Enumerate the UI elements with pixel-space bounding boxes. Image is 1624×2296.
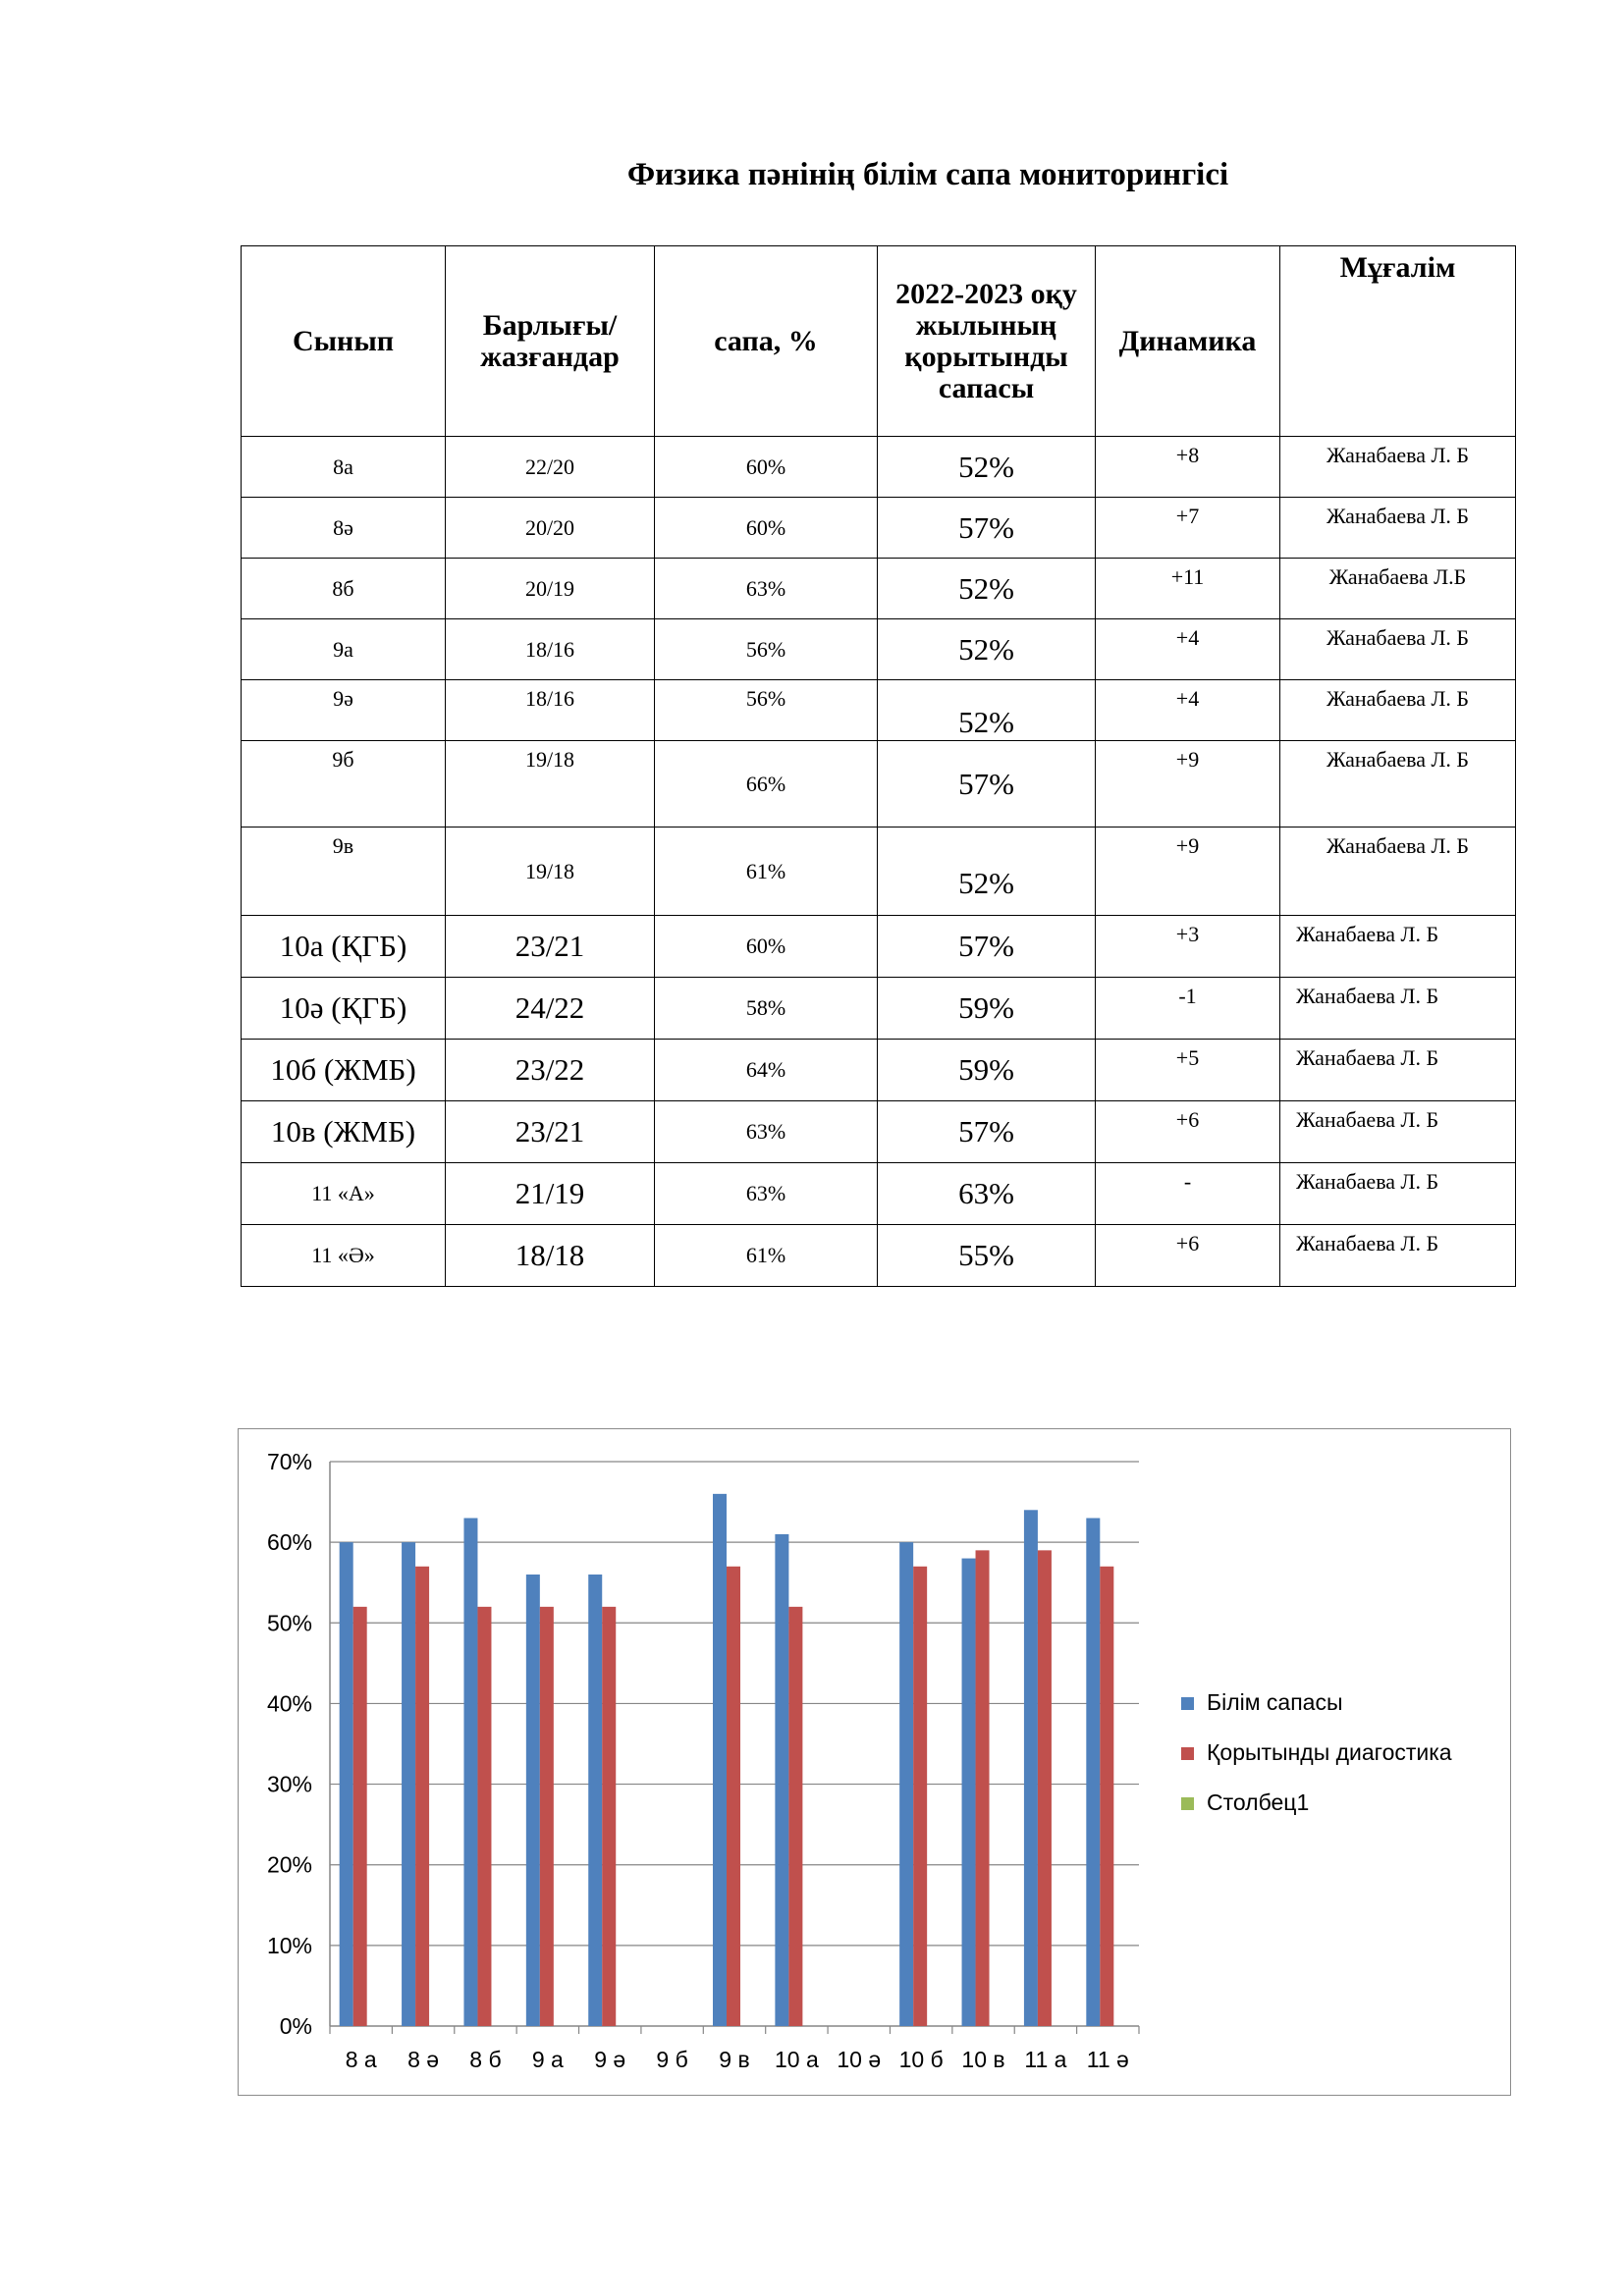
class-cell: 8а — [242, 437, 446, 498]
total-cell: 24/22 — [446, 978, 655, 1040]
prev-quality-cell: 59% — [878, 1040, 1096, 1101]
quality-cell: 63% — [655, 1163, 878, 1225]
header-total: Барлығы/ жазғандар — [446, 246, 655, 437]
total-cell: 19/18 — [446, 828, 655, 916]
total-cell: 23/22 — [446, 1040, 655, 1101]
teacher-cell: Жанабаева Л. Б — [1280, 1163, 1516, 1225]
y-tick-label: 50% — [266, 1610, 312, 1636]
x-tick-label: 8 ә — [407, 2047, 440, 2072]
quality-cell: 61% — [655, 828, 878, 916]
total-cell: 22/20 — [446, 437, 655, 498]
bar-diagnostic — [415, 1567, 429, 2026]
bar-diagnostic — [976, 1550, 990, 2026]
class-cell: 8ә — [242, 498, 446, 559]
x-tick-label: 10 ә — [837, 2047, 882, 2072]
class-cell: 11 «Ә» — [242, 1225, 446, 1287]
bar-quality — [588, 1575, 602, 2026]
legend-swatch — [1181, 1797, 1194, 1810]
quality-cell: 58% — [655, 978, 878, 1040]
y-tick-label: 0% — [279, 2013, 312, 2039]
prev-quality-cell: 59% — [878, 978, 1096, 1040]
dynamics-cell: +4 — [1096, 619, 1280, 680]
bar-chart — [239, 1429, 1510, 2095]
bar-diagnostic — [353, 1607, 367, 2026]
dynamics-cell: -1 — [1096, 978, 1280, 1040]
class-cell: 10б (ЖМБ) — [242, 1040, 446, 1101]
teacher-cell: Жанабаева Л. Б — [1280, 619, 1516, 680]
table-row — [242, 1225, 1516, 1287]
dynamics-cell: +6 — [1096, 1101, 1280, 1163]
x-tick-label: 8 б — [469, 2047, 502, 2072]
dynamics-cell: - — [1096, 1163, 1280, 1225]
x-tick-label: 9 в — [719, 2047, 750, 2072]
x-tick-label: 8 а — [345, 2047, 377, 2072]
table-row — [242, 741, 1516, 828]
dynamics-cell: +9 — [1096, 828, 1280, 916]
class-cell: 10в (ЖМБ) — [242, 1101, 446, 1163]
x-tick-label: 11 ә — [1086, 2047, 1129, 2072]
bar-quality — [1024, 1510, 1038, 2026]
bar-diagnostic — [540, 1607, 554, 2026]
dynamics-cell: +6 — [1096, 1225, 1280, 1287]
quality-cell: 56% — [655, 680, 878, 741]
total-cell: 20/20 — [446, 498, 655, 559]
header-class: Сынып — [242, 246, 446, 437]
bar-diagnostic — [1038, 1550, 1052, 2026]
class-cell: 10а (ҚГБ) — [242, 916, 446, 978]
teacher-cell: Жанабаева Л. Б — [1280, 1040, 1516, 1101]
prev-quality-cell: 52% — [878, 619, 1096, 680]
class-cell: 9а — [242, 619, 446, 680]
teacher-cell: Жанабаева Л. Б — [1280, 1101, 1516, 1163]
table-row — [242, 680, 1516, 741]
table-row — [242, 498, 1516, 559]
legend-swatch — [1181, 1747, 1194, 1760]
bar-diagnostic — [1100, 1567, 1113, 2026]
total-cell: 23/21 — [446, 916, 655, 978]
dynamics-cell: +7 — [1096, 498, 1280, 559]
x-tick-label: 10 а — [775, 2047, 819, 2072]
legend-label: Столбец1 — [1207, 1789, 1310, 1815]
bar-diagnostic — [602, 1607, 616, 2026]
total-cell: 18/16 — [446, 619, 655, 680]
quality-cell: 63% — [655, 1101, 878, 1163]
table-row — [242, 1040, 1516, 1101]
bar-quality — [463, 1519, 477, 2027]
prev-quality-cell: 57% — [878, 916, 1096, 978]
teacher-cell: Жанабаева Л. Б — [1280, 916, 1516, 978]
dynamics-cell: +8 — [1096, 437, 1280, 498]
x-tick-label: 11 а — [1024, 2047, 1067, 2072]
class-cell: 9ә — [242, 680, 446, 741]
x-tick-label: 9 а — [531, 2047, 564, 2072]
quality-cell: 60% — [655, 498, 878, 559]
legend-label: Қорытынды диагостика — [1207, 1739, 1452, 1765]
header-teacher: Мұғалім — [1280, 246, 1516, 437]
table-row — [242, 978, 1516, 1040]
x-tick-label: 10 б — [898, 2047, 944, 2072]
teacher-cell: Жанабаева Л. Б — [1280, 828, 1516, 916]
class-cell: 11 «А» — [242, 1163, 446, 1225]
prev-quality-cell: 52% — [878, 437, 1096, 498]
prev-quality-cell: 55% — [878, 1225, 1096, 1287]
prev-quality-cell: 57% — [878, 498, 1096, 559]
bar-quality — [340, 1542, 353, 2026]
bar-quality — [962, 1559, 976, 2026]
x-tick-label: 10 в — [961, 2047, 1005, 2072]
prev-quality-cell: 52% — [878, 680, 1096, 741]
quality-cell: 60% — [655, 916, 878, 978]
quality-cell: 64% — [655, 1040, 878, 1101]
dynamics-cell: +9 — [1096, 741, 1280, 828]
table-row — [242, 1163, 1516, 1225]
table-row — [242, 619, 1516, 680]
y-tick-label: 20% — [266, 1851, 312, 1878]
total-cell: 23/21 — [446, 1101, 655, 1163]
dynamics-cell: +4 — [1096, 680, 1280, 741]
bar-diagnostic — [788, 1607, 802, 2026]
prev-quality-cell: 63% — [878, 1163, 1096, 1225]
legend-label: Білім сапасы — [1207, 1689, 1343, 1715]
class-cell: 10ә (ҚГБ) — [242, 978, 446, 1040]
bar-quality — [899, 1542, 913, 2026]
teacher-cell: Жанабаева Л. Б — [1280, 437, 1516, 498]
y-tick-label: 60% — [266, 1529, 312, 1556]
x-tick-label: 9 ә — [594, 2047, 626, 2072]
prev-quality-cell: 52% — [878, 559, 1096, 619]
teacher-cell: Жанабаева Л. Б — [1280, 1225, 1516, 1287]
dynamics-cell: +5 — [1096, 1040, 1280, 1101]
bar-quality — [775, 1534, 788, 2026]
prev-quality-cell: 57% — [878, 1101, 1096, 1163]
bar-diagnostic — [727, 1567, 740, 2026]
header-dynamics: Динамика — [1096, 246, 1280, 437]
y-tick-label: 30% — [266, 1771, 312, 1797]
chart-frame — [238, 1428, 1511, 2096]
teacher-cell: Жанабаева Л. Б — [1280, 741, 1516, 828]
y-tick-label: 40% — [266, 1690, 312, 1717]
prev-quality-cell: 52% — [878, 828, 1096, 916]
bar-diagnostic — [477, 1607, 491, 2026]
quality-table — [241, 245, 1516, 1287]
table-row — [242, 916, 1516, 978]
quality-cell: 66% — [655, 741, 878, 828]
table-row — [242, 437, 1516, 498]
total-cell: 19/18 — [446, 741, 655, 828]
quality-cell: 60% — [655, 437, 878, 498]
total-cell: 20/19 — [446, 559, 655, 619]
bar-quality — [713, 1494, 727, 2026]
legend-swatch — [1181, 1697, 1194, 1710]
table-row — [242, 559, 1516, 619]
table-row — [242, 828, 1516, 916]
y-tick-label: 70% — [266, 1449, 312, 1474]
teacher-cell: Жанабаева Л. Б — [1280, 978, 1516, 1040]
table-header-row — [242, 246, 1516, 437]
teacher-cell: Жанабаева Л. Б — [1280, 680, 1516, 741]
prev-quality-cell: 57% — [878, 741, 1096, 828]
y-tick-label: 10% — [266, 1932, 312, 1958]
dynamics-cell: +3 — [1096, 916, 1280, 978]
class-cell: 8б — [242, 559, 446, 619]
class-cell: 9в — [242, 828, 446, 916]
total-cell: 18/18 — [446, 1225, 655, 1287]
total-cell: 18/16 — [446, 680, 655, 741]
teacher-cell: Жанабаева Л. Б — [1280, 498, 1516, 559]
quality-cell: 56% — [655, 619, 878, 680]
bar-quality — [526, 1575, 540, 2026]
bar-quality — [1086, 1519, 1100, 2027]
class-cell: 9б — [242, 741, 446, 828]
bar-diagnostic — [913, 1567, 927, 2026]
page-title: Физика пәнінің білім сапа мониторингісі — [626, 157, 1229, 192]
quality-cell: 63% — [655, 559, 878, 619]
teacher-cell: Жанабаева Л.Б — [1280, 559, 1516, 619]
quality-cell: 61% — [655, 1225, 878, 1287]
total-cell: 21/19 — [446, 1163, 655, 1225]
bar-quality — [402, 1542, 415, 2026]
table-row — [242, 1101, 1516, 1163]
header-quality: сапа, % — [655, 246, 878, 437]
x-tick-label: 9 б — [656, 2047, 688, 2072]
header-prev-year: 2022-2023 оқу жылының қорытынды сапасы — [878, 246, 1096, 437]
dynamics-cell: +11 — [1096, 559, 1280, 619]
